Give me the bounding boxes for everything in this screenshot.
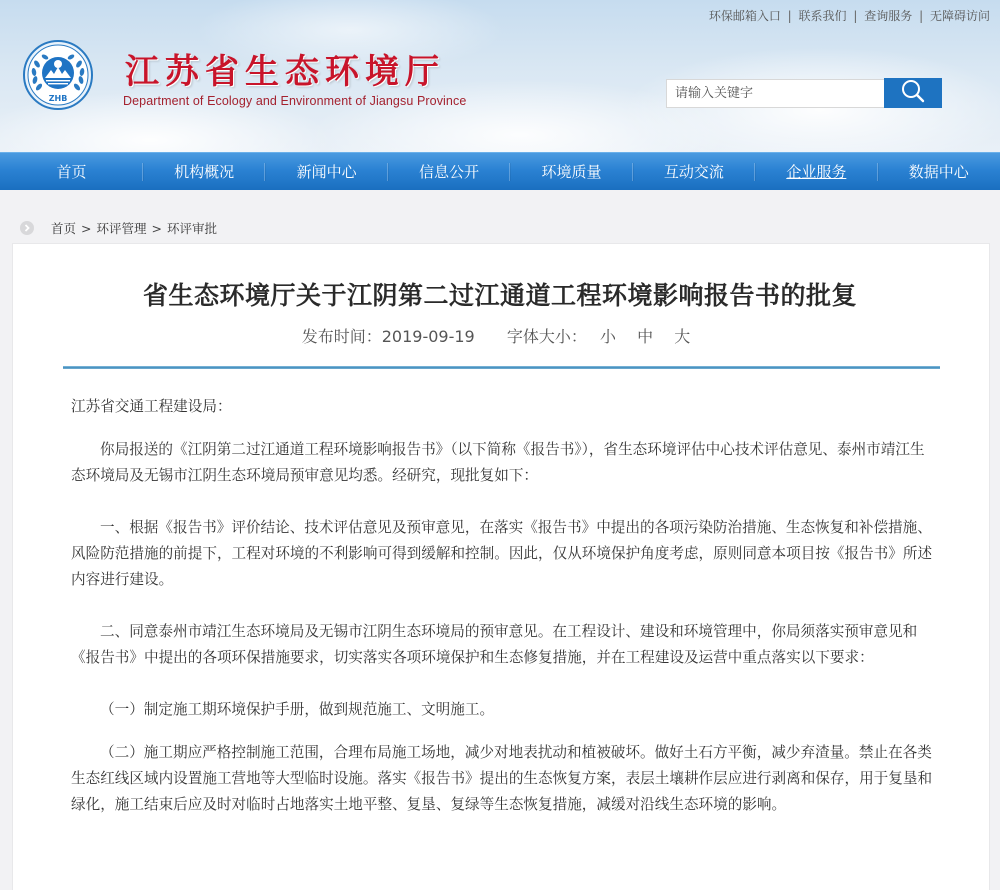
- nav-item-env-quality[interactable]: 环境质量: [510, 153, 632, 190]
- top-link-accessibility[interactable]: 无障碍访问: [929, 9, 990, 23]
- svg-text:ZHB: ZHB: [48, 94, 68, 103]
- publish-label: 发布时间：: [301, 327, 382, 346]
- top-link-query[interactable]: 查询服务: [864, 9, 913, 23]
- top-links: [709, 7, 990, 24]
- publish-date: 2019-09-19: [381, 327, 475, 346]
- search-field[interactable]: [666, 79, 884, 108]
- article-paragraph: 你局报送的《江阴第二过江通道工程环境影响报告书》（以下简称《报告书》），省生态环境评估中心技术评估意见、泰州市靖江生态环境局及无锡市江阴生态环境局预审意见均悉。经研究，现批复如下：: [71, 441, 925, 484]
- main-nav: [0, 152, 1000, 190]
- search-button[interactable]: [884, 78, 942, 108]
- article-salutation: 江苏省交通工程建设局：: [71, 398, 232, 415]
- font-size-large-button[interactable]: 大: [674, 327, 691, 346]
- site-subtitle: Department of Ecology and Environment of Jiangsu Province: [123, 94, 467, 108]
- site-header: [0, 0, 1000, 152]
- nav-item-home[interactable]: 首页: [0, 153, 143, 190]
- top-link-separator: |: [919, 9, 924, 23]
- breadcrumb-home[interactable]: 首页: [51, 221, 77, 236]
- breadcrumb-separator: >: [81, 220, 92, 236]
- article-paragraph: 一、根据《报告书》评价结论、技术评估意见及预审意见，在落实《报告书》中提出的各项污染防治措施、生态恢复和补偿措施、风险防范措施的前提下，工程对环境的不利影响可得到缓解和控制。因此，仅从环境保护角度考虑，原则同意本项目按《报告书》所述内容进行建设。: [71, 519, 933, 588]
- nav-item-info-disclosure[interactable]: 信息公开: [388, 153, 510, 190]
- top-link-separator: |: [853, 9, 858, 23]
- breadcrumb-eia-approval[interactable]: 环评审批: [167, 221, 218, 236]
- article-title: 省生态环境厅关于江阴第二过江通道工程环境影响报告书的批复: [142, 281, 857, 310]
- search-icon: [899, 78, 927, 108]
- article-paragraph: （一）制定施工期环境保护手册，做到规范施工、文明施工。: [100, 701, 495, 718]
- font-size-label: 字体大小：: [506, 327, 587, 346]
- search-input[interactable]: [675, 86, 884, 101]
- article-paragraph: 二、同意泰州市靖江生态环境局及无锡市江阴生态环境局的预审意见。在工程设计、建设和环境管理中，你局须落实预审意见和《报告书》中提出的各项环保措施要求，切实落实各项环境保护和生态修复措施，并在工程建设及运营中重点落实以下要求：: [71, 623, 918, 666]
- top-link-mailbox[interactable]: 环保邮箱入口: [708, 9, 781, 23]
- nav-item-organization[interactable]: 机构概况: [143, 153, 265, 190]
- breadcrumb-separator: >: [151, 220, 162, 236]
- zhb-logo-icon[interactable]: [23, 40, 93, 110]
- title-divider: [63, 366, 940, 369]
- top-link-contact[interactable]: 联系我们: [798, 9, 847, 23]
- article-body: [71, 394, 939, 818]
- article-paragraph: （二）施工期应严格控制施工范围，合理布局施工场地，减少对地表扰动和植被破坏。做好土石方平衡，减少弃渣量。禁止在各类生态红线区域内设置施工营地等大型临时设施。落实《报告书》提出的生态恢复方案，表层土壤耕作层应进行剥离和保存，用于复垦和绿化，施工结束后应及时对临时占地落实土地平整、复垦、复绿等生态恢复措施，减缓对沿线生态环境的影响。: [71, 744, 933, 813]
- nav-item-news[interactable]: 新闻中心: [265, 153, 387, 190]
- nav-item-data-center[interactable]: 数据中心: [908, 163, 969, 181]
- font-size-small-button[interactable]: 小: [600, 327, 617, 346]
- chevron-right-circle-icon: [20, 221, 34, 235]
- breadcrumb: [20, 220, 217, 236]
- breadcrumb-eia-management[interactable]: 环评管理: [96, 221, 147, 236]
- font-size-medium-button[interactable]: 中: [637, 327, 654, 346]
- nav-item-interaction[interactable]: 互动交流: [633, 153, 755, 190]
- site-title: 江苏省生态环境厅: [125, 52, 445, 92]
- article-meta: [0, 324, 1000, 347]
- nav-item-enterprise-services[interactable]: 企业服务: [755, 153, 877, 190]
- top-link-separator: |: [787, 9, 792, 23]
